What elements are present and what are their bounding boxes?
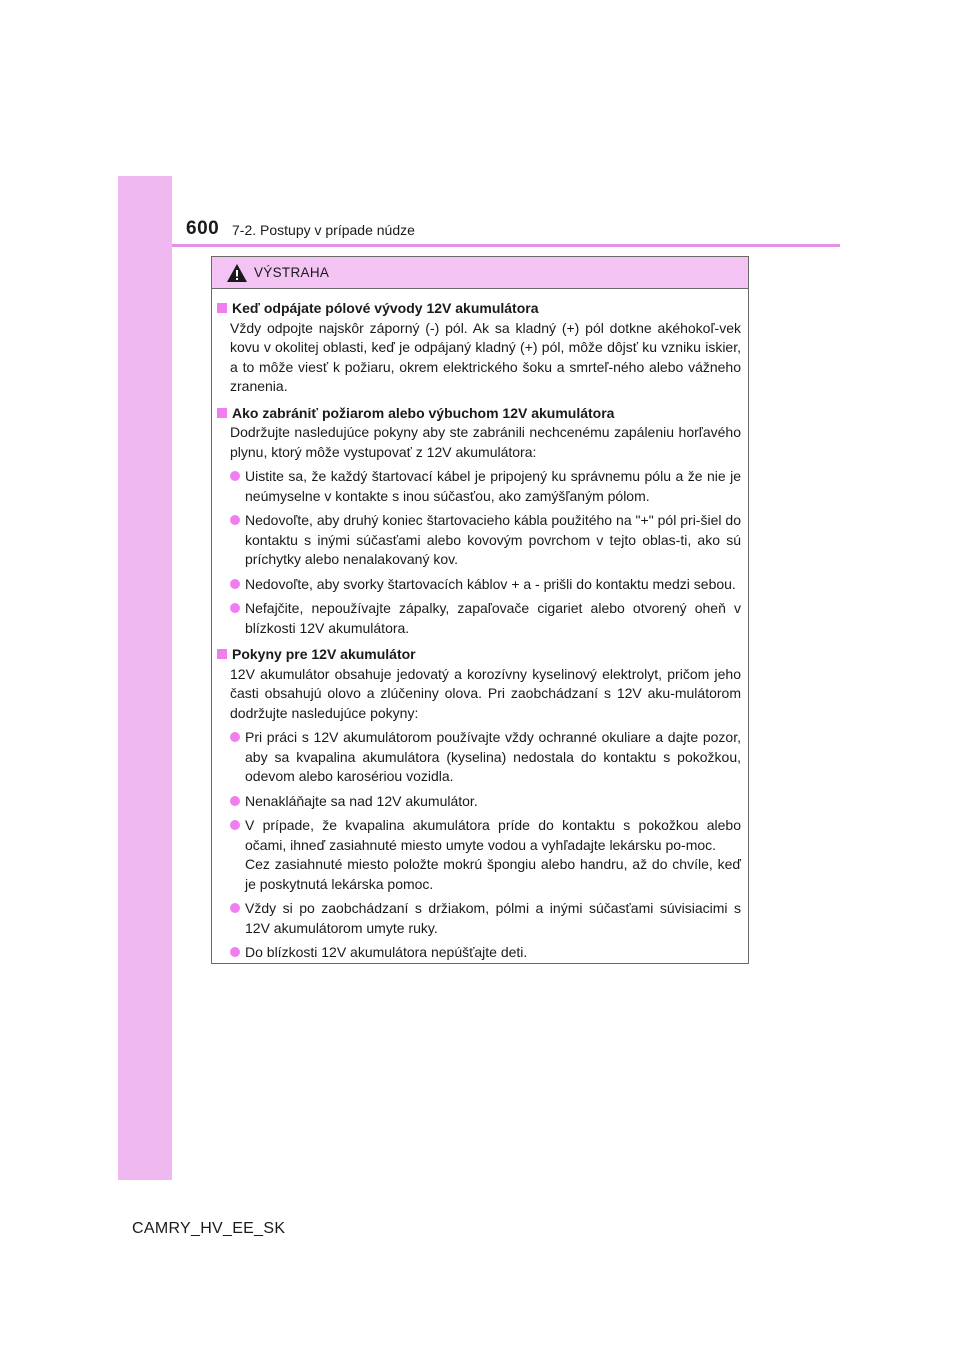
circle-bullet-icon <box>230 732 240 742</box>
square-bullet-icon <box>217 649 227 659</box>
bullet-item <box>230 816 741 894</box>
warning-header <box>212 257 748 289</box>
circle-bullet-icon <box>230 947 240 957</box>
bullet-text: Nenakláňajte sa nad 12V akumulátor. <box>245 792 478 809</box>
bullet-text: Do blízkosti 12V akumulátora nepúšťajte deti. <box>245 944 528 960</box>
circle-bullet-icon <box>230 820 240 830</box>
bullet-item <box>230 899 741 938</box>
page-number: 600 <box>186 218 220 239</box>
bullet-text: Nedovoľte, aby svorky štartovacích káblov + a - prišli do kontaktu medzi sebou. <box>245 575 736 592</box>
bullet-item <box>230 728 741 787</box>
bullet-item <box>230 792 741 812</box>
square-bullet-icon <box>217 303 227 313</box>
header-rule <box>172 244 840 247</box>
warning-title: VÝSTRAHA <box>254 265 330 280</box>
circle-bullet-icon <box>230 603 240 613</box>
section-heading-text: Ako zabrániť požiarom alebo výbuchom 12V akumulátora <box>232 404 615 421</box>
bullet-item <box>230 575 741 595</box>
bullet-item <box>230 599 741 638</box>
bullet-text: Nefajčite, nepoužívajte zápalky, zapaľovače cigariet alebo otvorený oheň v blízkosti 12V akumulátora. <box>245 600 741 636</box>
section-title: 7-2. Postupy v prípade núdze <box>232 222 415 238</box>
bullet-text: Vždy si po zaobchádzaní s držiakom, pólmi a inými súčasťami súvisiacimi s 12V akumulátorom umyte ruky. <box>245 900 741 936</box>
bullet-item <box>230 943 741 963</box>
section-paragraph: 12V akumulátor obsahuje jedovatý a korozívny kyselinový elektrolyt, pričom jeho časti obsahujú olovo a zlúčeniny olova. Pri zaobchádzaní s 12V aku-mulátorom dodržujte nasledujúce pokyny: <box>230 665 741 721</box>
circle-bullet-icon <box>230 471 240 481</box>
section-heading-text: Pokyny pre 12V akumulátor <box>232 646 416 662</box>
warning-box <box>211 256 749 964</box>
section-heading-text: Keď odpájate pólové vývody 12V akumulátora <box>232 300 539 316</box>
bullet-item <box>230 467 741 506</box>
document-code: CAMRY_HV_EE_SK <box>132 1220 286 1237</box>
warning-content <box>212 289 748 963</box>
bullet-text: V prípade, že kvapalina akumulátora príde do kontaktu s pokožkou alebo očami, ihneď zasiahnuté miesto umyte vodou a vyhľadajte lekársku po-moc. Cez zasiahnuté miesto položte mokrú špongiu alebo handru, až do chvíle, keď je poskytnutá lekárska pomoc. <box>245 817 741 892</box>
section-heading <box>217 299 741 319</box>
chapter-sidebar <box>118 176 172 1180</box>
section-paragraph: Dodržujte nasledujúce pokyny aby ste zabránili nechcenému zapáleniu horľavého plynu, ktorý môže vystupovať z 12V akumulátora: <box>230 424 741 460</box>
circle-bullet-icon <box>230 579 240 589</box>
section-paragraph: Vždy odpojte najskôr záporný (-) pól. Ak sa kladný (+) pól dotkne akéhokoľ-vek kovu v okolitej oblasti, keď je odpájaný kladný (+) pól, môže dôjsť ku vzniku iskier, a to môže viesť k požiaru, okrem elektrického šoku a smrteľ-ného alebo vážneho zranenia. <box>230 319 741 394</box>
section-heading <box>217 645 741 665</box>
square-bullet-icon <box>217 408 227 418</box>
circle-bullet-icon <box>230 903 240 913</box>
bullet-text: Pri práci s 12V akumulátorom používajte vždy ochranné okuliare a dajte pozor, aby sa kvapalina akumulátora (kyselina) nedostala do kontaktu s pokožkou, odevom alebo karosériou vozidla. <box>245 729 741 784</box>
warning-triangle-icon <box>226 263 248 283</box>
bullet-item <box>230 511 741 570</box>
bullet-text: Uistite sa, že každý štartovací kábel je pripojený ku správnemu pólu a že nie je neúmyselne v kontakte s inou súčasťou, ako zamýšľaným pólom. <box>245 468 741 504</box>
circle-bullet-icon <box>230 515 240 525</box>
section-heading <box>217 404 741 424</box>
circle-bullet-icon <box>230 796 240 806</box>
bullet-text: Nedovoľte, aby druhý koniec štartovacieho kábla použitého na "+" pól pri-šiel do kontaktu s inými súčasťami alebo kovovým povrchom v tejto oblas-ti, ako sú príchytky alebo nenalakovaný kov. <box>245 512 741 567</box>
